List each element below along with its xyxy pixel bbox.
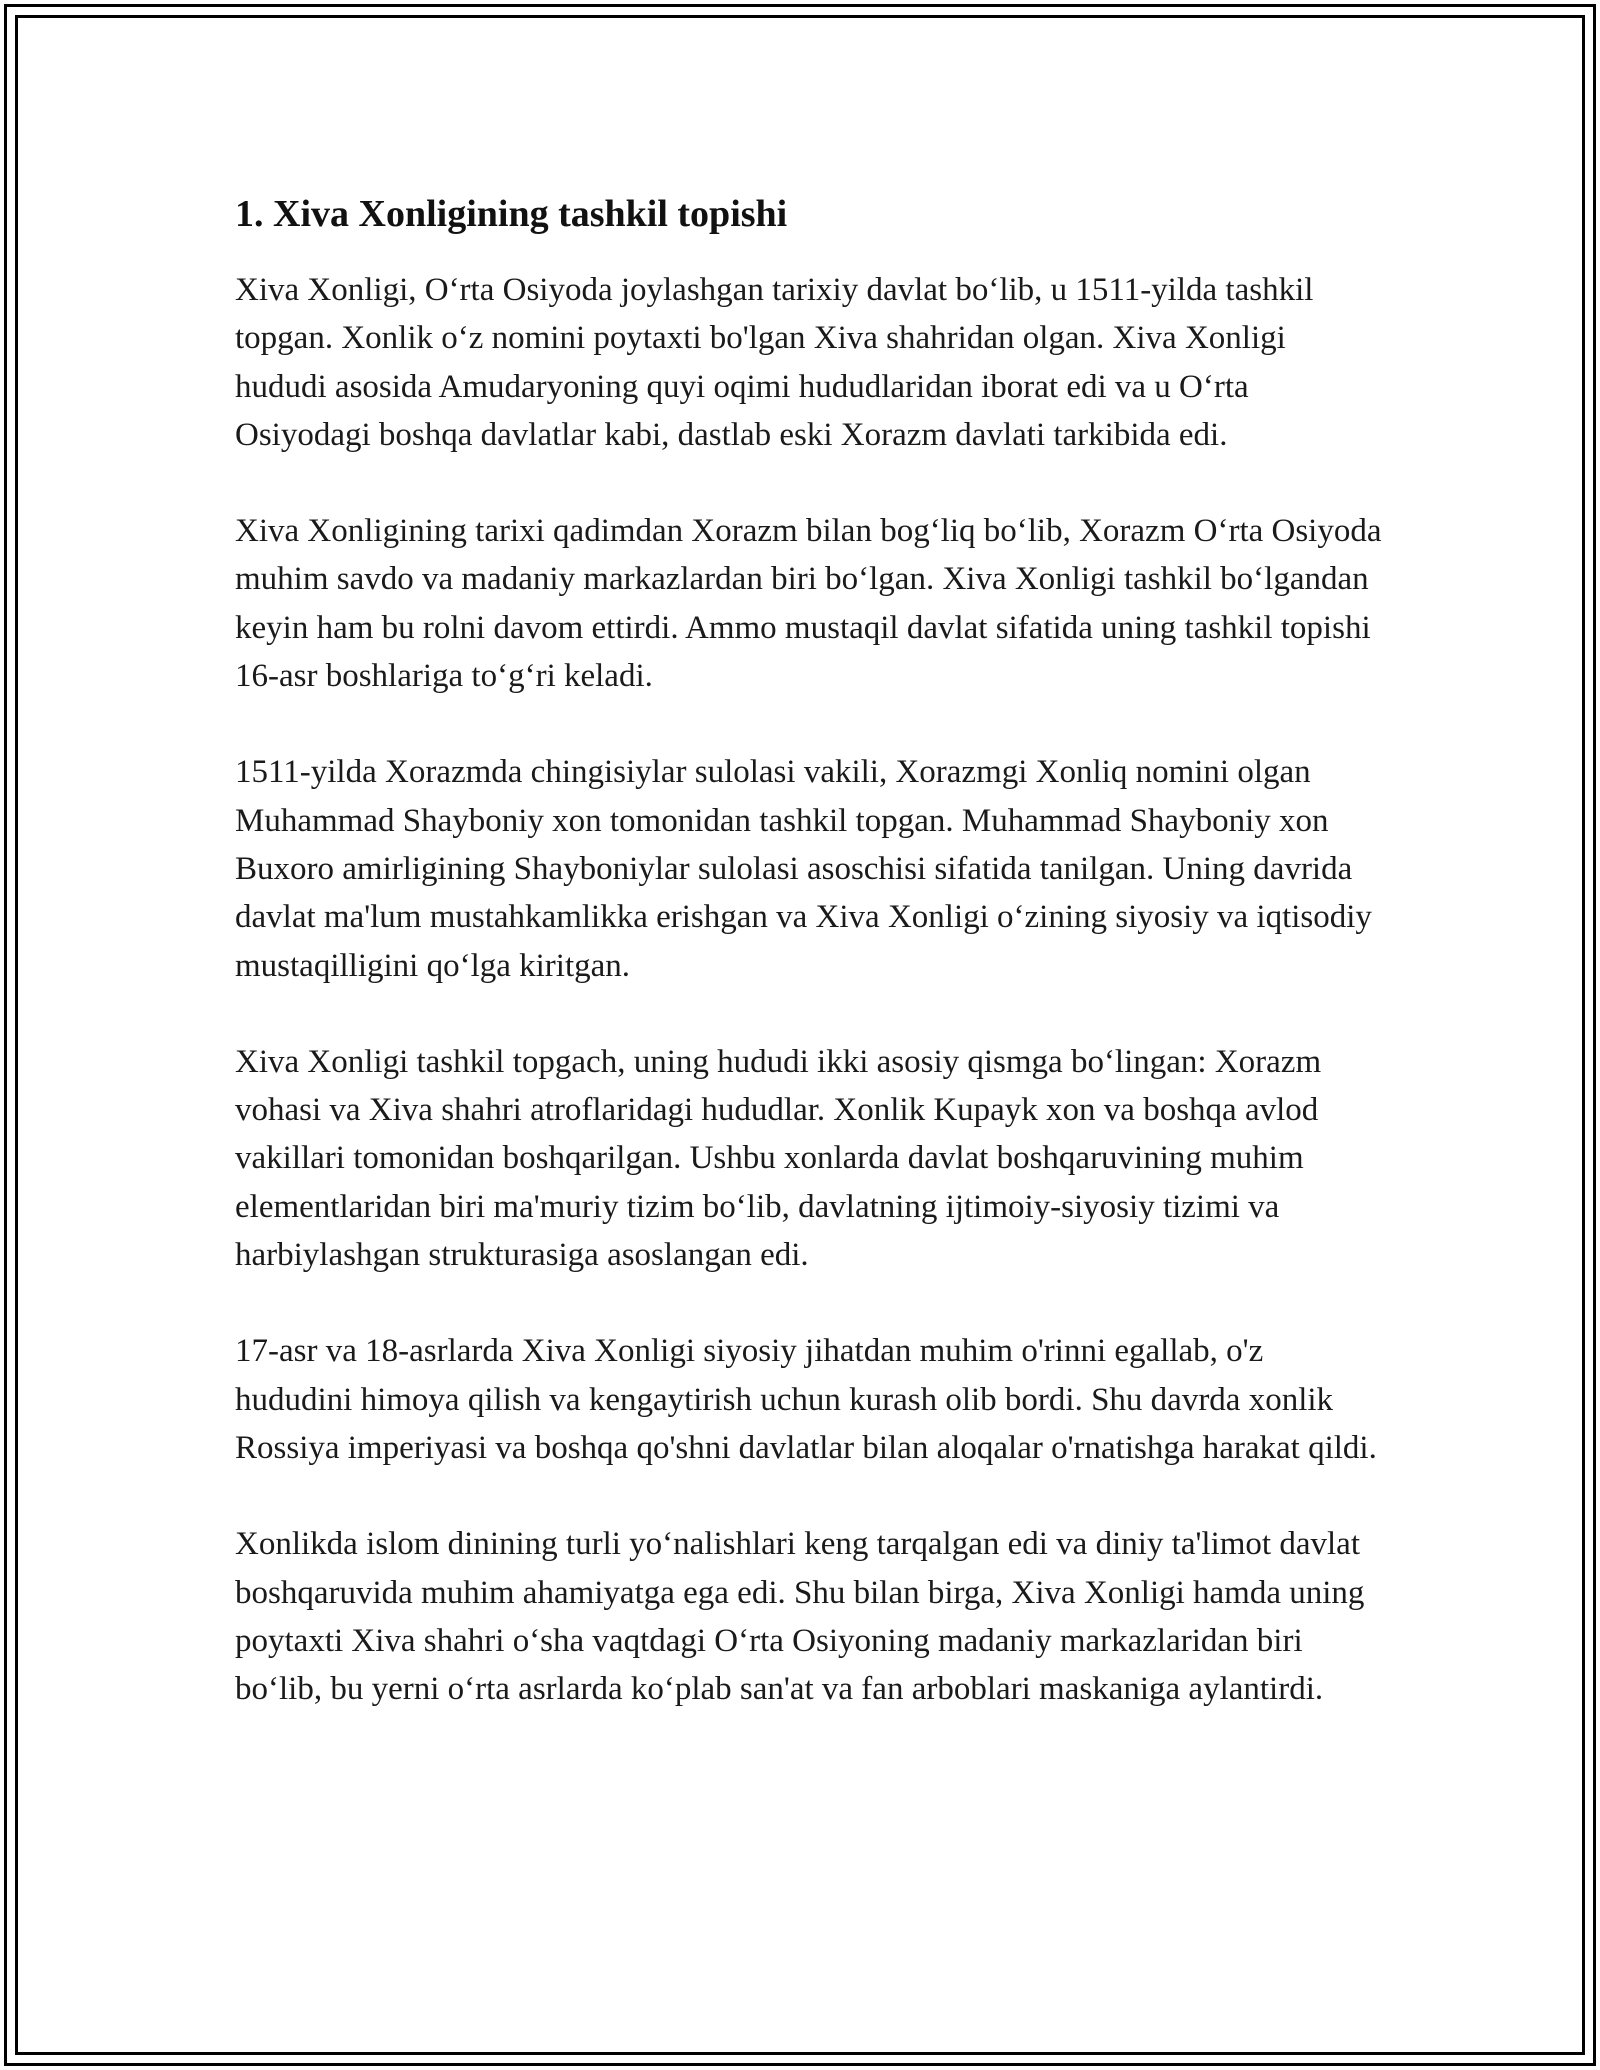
- paragraph-3: 1511-yilda Xorazmda chingisiylar sulolasi vakili, Xorazmgi Xonliq nomini olgan Muhammad Shayboniy xon tomonidan tashkil topgan. Muhammad Shayboniy xon Buxoro amirligining Shayboniylar sulolasi asoschisi sifatida tanilgan. Uning davrida davlat ma'lum mustahkamlikka erishgan va Xiva Xonligi o‘zining siyosiy va iqtisodiy mustaqilligini qo‘lga kiritgan.: [235, 754, 1372, 984]
- paragraph-1: Xiva Xonligi, O‘rta Osiyoda joylashgan tarixiy davlat bo‘lib, u 1511-yilda tashkil topgan. Xonlik o‘z nomini poytaxti bo'lgan Xiva shahridan olgan. Xiva Xonligi hududi asosida Amudaryoning quyi oqimi hududlaridan iborat edi va u O‘rta Osiyodagi boshqa davlatlar kabi, dastlab eski Xorazm davlati tarkibida edi.: [235, 272, 1314, 453]
- document-body: [235, 188, 1385, 1713]
- paragraph-2: Xiva Xonligining tarixi qadimdan Xorazm bilan bog‘liq bo‘lib, Xorazm O‘rta Osiyoda muhim savdo va madaniy markazlardan biri bo‘lgan. Xiva Xonligi tashkil bo‘lgandan keyin ham bu rolni davom ettirdi. Ammo mustaqil davlat sifatida uning tashkil topishi 16-asr boshlariga to‘g‘ri keladi.: [235, 513, 1382, 695]
- document-title: 1. Xiva Xonligining tashkil topishi: [235, 193, 788, 235]
- paragraph-6: Xonlikda islom dinining turli yo‘nalishlari keng tarqalgan edi va diniy ta'limot davlat boshqaruvida muhim ahamiyatga ega edi. Shu bilan birga, Xiva Xonligi hamda uning poytaxti Xiva shahri o‘sha vaqtdagi O‘rta Osiyoning madaniy markazlaridan biri bo‘lib, bu yerni o‘rta asrlarda ko‘plab san'at va fan arboblari maskaniga aylantirdi.: [235, 1526, 1365, 1708]
- paragraph-5: 17-asr va 18-asrlarda Xiva Xonligi siyosiy jihatdan muhim o'rinni egallab, o'z hududini himoya qilish va kengaytirish uchun kurash olib bordi. Shu davrda xonlik Rossiya imperiyasi va boshqa qo'shni davlatlar bilan aloqalar o'rnatishga harakat qildi.: [235, 1333, 1377, 1466]
- paragraph-4: Xiva Xonligi tashkil topgach, uning hududi ikki asosiy qismga bo‘lingan: Xorazm vohasi va Xiva shahri atroflaridagi hududlar. Xonlik Kupayk xon va boshqa avlod vakillari tomonidan boshqarilgan. Ushbu xonlarda davlat boshqaruvining muhim elementlaridan biri ma'muriy tizim bo‘lib, davlatning ijtimoiy-siyosiy tizimi va harbiylashgan strukturasiga asoslangan edi.: [235, 1043, 1322, 1274]
